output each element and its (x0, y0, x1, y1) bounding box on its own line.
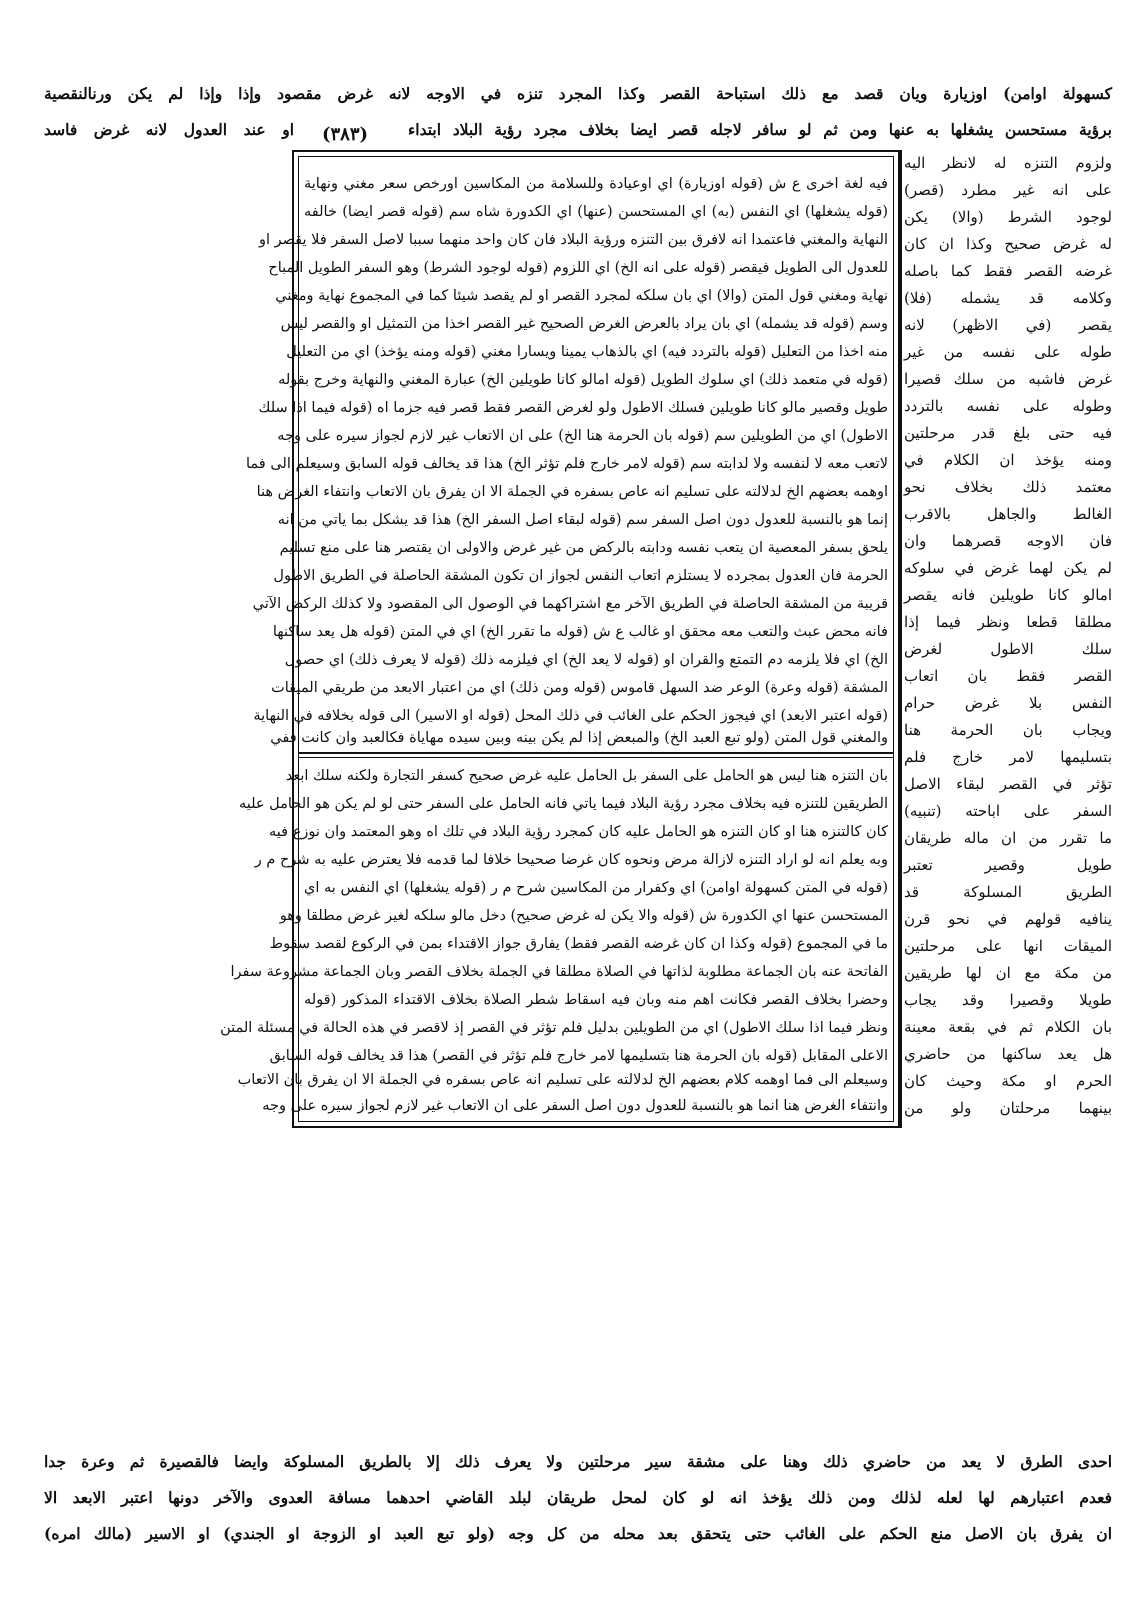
commentary-line: وانتفاء الغرض هنا انما هو بالنسبة للعدول دون اصل السفر على ان الاتعاب غير لازم لجواز سيره على وجه (262, 1098, 888, 1114)
commentary-line: فيه لغة اخرى ع ش (قوله اوزيارة) اي اوعيادة وللسلامة من المكاسين اورخص سعر مغني ونهاية (304, 176, 888, 192)
side-line: سلك الاطول لغرض (904, 640, 1112, 658)
matn-bottom-line: فعدم اعتبارهم لها لعله لذلك ومن ذلك يؤخذ انه لو كان لمحل طريقان لبلد القاضي احدهما مسافة العدوى والآخر دونها اعتبر الابعد الا (44, 1488, 1112, 1507)
commentary-line: وحضرا بخلاف القصر فكانت اهم منه وبان فيه اسقاط شطر الصلاة بخلاف الاقتداء المذكور (قوله (304, 992, 888, 1008)
commentary-line: إنما هو بالنسبة للعدول دون اصل السفر سم (قوله لبقاء اصل السفر الخ) هذا قد يشكل بما ياتي من انه (277, 512, 888, 528)
matn-top-line: كسهولة اوامن) اوزيارة ويان قصد مع ذلك استباحة القصر وكذا المجرد تنزه في الاوجه لانه غرض مقصود وإذا وإذا لم يكن ورنالنقصية (44, 84, 1112, 103)
commentary-line: قريبة من المشقة الحاصلة في الطريق الآخر مع اشتراكهما في الوصول الى المقصود ولا كذلك الركض الآتي (252, 596, 888, 612)
commentary-line: كان كالتنزه هنا او كان التنزه هو الحامل عليه كان كمجرد رؤية البلاد في تلك اه وهو المعتمد وان نوزع فيه (269, 824, 888, 840)
side-line: وطوله على نفسه بالتردد (904, 397, 1112, 415)
commentary-line: المشقة (قوله وعرة) الوعر ضد السهل قاموس (قوله ومن ذلك) اي من اعتبار الابعد من طريقي الميقات (271, 680, 888, 696)
commentary-line: الاطول) اي من الطويلين سم (قوله بان الحرمة هنا الخ) على ان الاتعاب غير لازم لجواز سيره على وجه (277, 428, 888, 444)
side-line: السفر على اباحته (تنبيه) (904, 802, 1112, 820)
side-line: القصر فقط بان اتعاب (904, 667, 1112, 685)
commentary-line: وبه يعلم انه لو اراد التنزه لازالة مرض ونحوه كان غرضا صحيحا خلافا لما قدمه فلا يعترض عليه به شرح م ر (254, 852, 888, 868)
commentary-line: الفاتحة عنه بان الجماعة مطلوبة لذاتها في الصلاة مطلقا في الجملة بخلاف القصر وبان الجماعة مشروعة سفرا (230, 964, 888, 980)
side-line: غرضه القصر فقط كما باصله (904, 262, 1112, 280)
side-line: على انه غير مطرد (قصر) (904, 181, 1112, 199)
commentary-line: وسيعلم الى فما اوهمه كلام بعضهم الخ لدلالته على تسليم انه عاص بسفره في الجملة الا ان يفرق بان الاتعاب (237, 1072, 888, 1088)
side-line: الطريق المسلوكة قد (904, 883, 1112, 901)
side-line: ومنه يؤخذ ان الكلام في (904, 451, 1112, 469)
side-line: طويل وقصير تعتبر (904, 856, 1112, 874)
commentary-line: منه اخذا من التعليل (قوله بالتردد فيه) اي بالذهاب يمينا ويسارا مغني (قوله ومنه يؤخذ) اي من التعليل (286, 344, 888, 360)
commentary-line: ما في المجموع (قوله وكذا ان كان غرضه القصر فقط) يفارق جواز الاقتداء بمن في الركوع لقصد سقوط (269, 936, 888, 952)
matn-bottom-line: ان يفرق بان الاصل منع الحكم على الغائب حتى يتحقق بعد محله من كل وجه (ولو تبع العبد او الزوجة او الجندي) او الاسير (مالك امره) (44, 1524, 1112, 1543)
commentary-line: الحرمة فان العدول بمجرده لا يستلزم اتعاب النفس لجواز ان تكون المشقة الحاصلة في الطريق الاطول (273, 568, 888, 584)
side-line: ولزوم التنزه له لانظر اليه (904, 154, 1112, 172)
commentary-line: وسم (قوله قد يشمله) اي بان يراد بالعرض الغرض الصحيح غير القصر اخذا من التمثيل او والقصر ليس (280, 316, 888, 332)
commentary-line: طويل وقصير مالو كانا طويلين فسلك الاطول ولو لغرض القصر فقط قصر فيه جزما اه (قوله فيما اذا سلك (258, 400, 888, 416)
commentary-line: النهاية والمغني فاعتمدا انه لافرق بين التنزه ورؤية البلاد فان كان واحد منهما سببا لاصل السفر فلا يقصر او (258, 232, 888, 248)
section-divider-thin (298, 757, 894, 758)
commentary-line: ونظر فيما اذا سلك الاطول) اي من الطويلين بدليل فلم تؤثر في القصر إذ لاقصر في هذه الحالة في مسئلة المتن (220, 1020, 888, 1036)
commentary-line: بان التنزه هنا ليس هو الحامل على السفر بل الحامل عليه غرض صحيح كسفر التجارة ولكنه سلك ابعد (285, 768, 888, 784)
matn-bottom-line: احدى الطرق لا يعد من حاضري ذلك وهنا على مشقة سير مرحلتين ولا يعرف ذلك إلا بالطريق المسلوكة وايضا فالقصيرة ثم وعرة جدا (44, 1452, 1112, 1471)
matn-top-line: او عند العدول لانه غرض فاسد (44, 120, 294, 139)
side-line: بتسليمها لامر خارج فلم (904, 748, 1112, 766)
commentary-line: لاتعب معه لا لنفسه ولا لدابته سم (قوله لامر خارج فلم تؤثر الخ) هذا قد يخالف قوله السابق وسيعلم الى فما (246, 456, 888, 472)
commentary-line: الطريقين للتنزه فيه بخلاف مجرد رؤية البلاد فيما ياتي فانه الحامل على السفر حتى لو لم يكن هو الحامل عليه (238, 796, 888, 812)
commentary-line: والمغني قول المتن (ولو تبع العبد الخ) والمبعض إذا لم يكن بينه وبين سيده مهاياة فكالعبد وان كانت ففي (270, 730, 888, 746)
commentary-line: فانه محض عبث والتعب معه محقق او غالب ع ش (قوله ما تقرر الخ) اي في المتن (قوله هل يعد ساكنها (272, 624, 888, 640)
commentary-line: (قوله اعتبر الابعد) اي فيجوز الحكم على الغائب في ذلك المحل (قوله او الاسير) الى قوله بخلافه في النهاية (253, 708, 888, 724)
side-line: طوله على نفسه من غير (904, 343, 1112, 361)
commentary-line: (قوله في متعمد ذلك) اي سلوك الطويل (قوله امالو كانا طويلين الخ) عبارة المغني والنهاية وخرج بقوله (278, 372, 888, 388)
side-line: تؤثر في القصر لبقاء الاصل (904, 775, 1112, 793)
side-line: الحرم او مكة وحيث كان (904, 1072, 1112, 1090)
commentary-line: المستحسن عنها اي الكدورة ش (قوله والا يكن له غرض صحيح) دخل مالو سلكه لغير غرض مطلقا وهو (279, 908, 888, 924)
commentary-line: للعدول الى الطويل فيقصر (قوله على انه الخ) اي اللزوم (قوله لوجود الشرط) وهو السفر الطويل المباح (268, 260, 888, 276)
side-line: من مكة مع ان لها طريقين (904, 964, 1112, 982)
side-line: ما تقرر من ان ماله طريقان (904, 829, 1112, 847)
side-line: الميقات انها على مرحلتين (904, 937, 1112, 955)
side-line: لم يكن لهما غرض في سلوكه (904, 559, 1112, 577)
side-line: بينهما مرحلتان ولو من (904, 1099, 1112, 1117)
side-line: له غرض صحيح وكذا ان كان (904, 235, 1112, 253)
commentary-line: الخ) اي فلا يلزمه دم التمتع والقران او (قوله لا يعد الخ) اي فيلزمه ذلك (قوله لا يعرف ذلك) اي حصول (284, 652, 888, 668)
commentary-line: الاعلى المقابل (قوله بان الحرمة هنا بتسليمها لامر خارج فلم تؤثر في القصر) هذا قد يخالف قوله السابق (269, 1048, 888, 1064)
side-line: فان الاوجه قصرهما وان (904, 532, 1112, 550)
side-line: النفس بلا غرض حرام (904, 694, 1112, 712)
section-divider (298, 752, 894, 754)
side-line: ويجاب بان الحرمة هنا (904, 721, 1112, 739)
side-line: مطلقا قطعا ونظر فيما إذا (904, 613, 1112, 631)
side-line: غرض فاشبه من سلك قصيرا (904, 370, 1112, 388)
commentary-line: نهاية ومغني قول المتن (والا) اي بان سلكه لمجرد القصر او لم يقصد شيئا كما في المجموع نهاية ومغني (275, 288, 888, 304)
side-line: الغالط والجاهل بالاقرب (904, 505, 1112, 523)
matn-top-line: برؤية مستحسن يشغلها به عنها ومن ثم لو سافر لاجله قصر ايضا بخلاف مجرد رؤية البلاد ابتداء (408, 120, 1112, 139)
side-line: فيه حتى بلغ قدر مرحلتين (904, 424, 1112, 442)
side-line: هل يعد ساكنها من حاضري (904, 1045, 1112, 1063)
side-line: لوجود الشرط (والا) يكن (904, 208, 1112, 226)
side-line: طويلا وقصيرا وقد يجاب (904, 991, 1112, 1009)
side-line: يقصر (في الاظهر) لانه (904, 316, 1112, 334)
column-divider (900, 150, 902, 1128)
commentary-line: (قوله في المتن كسهولة اوامن) اي وكفرار من المكاسين شرح م ر (قوله يشغلها) اي النفس به اي (304, 880, 888, 896)
side-line: ينافيه قولهم في نحو قرن (904, 910, 1112, 928)
side-line: امالو كانا طويلين فانه يقصر (904, 586, 1112, 604)
side-line: وكلامه قد يشمله (فلا) (904, 289, 1112, 307)
commentary-line: اوهمه بعضهم الخ لدلالته على تسليم انه عاص بسفره في الجملة الا ان يفرق بان الاتعاب وانتفاء الغرض هنا (256, 484, 888, 500)
commentary-line: يلحق بسفر المعصية ان يتعب نفسه ودابته بالركض من غير غرض والاولى ان يقتصر هنا على منع تسليم (279, 540, 888, 556)
side-line: بان الكلام ثم في بقعة معينة (904, 1018, 1112, 1036)
page-number: (٣٨٣) (321, 124, 369, 145)
commentary-line: (قوله يشغلها) اي النفس (به) اي المستحسن (عنها) اي الكدورة شاه سم (قوله قصر ايضا) خالفه (304, 204, 888, 220)
side-line: معتمد ذلك بخلاف نحو (904, 478, 1112, 496)
